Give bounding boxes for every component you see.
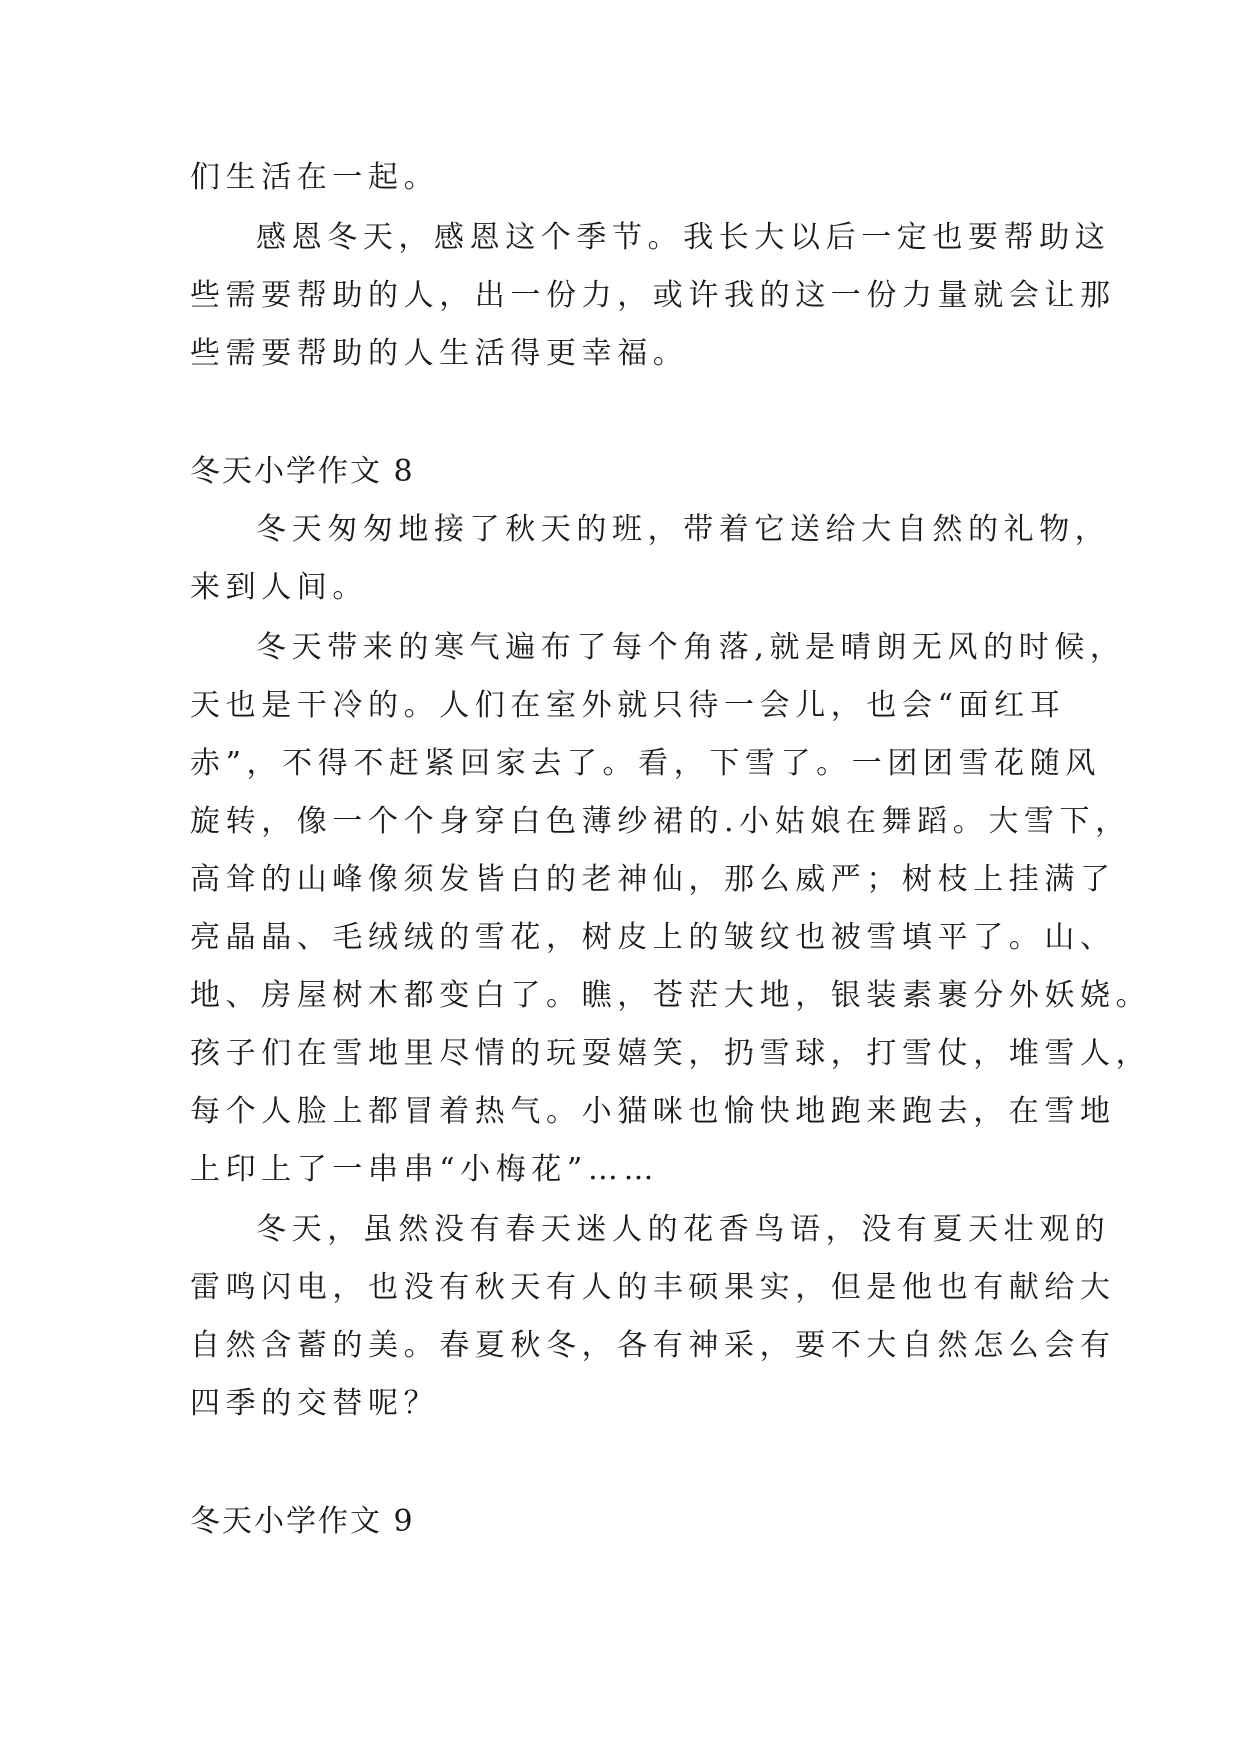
paragraph-line: 冬天，虽然没有春天迷人的花香鸟语，没有夏天壮观的 (256, 1212, 1111, 1247)
paragraph-line: 旋转，像一个个身穿白色薄纱裙的.小姑娘在舞蹈。大雪下， (190, 804, 1131, 839)
section-heading: 冬天小学作文 9 (190, 1504, 415, 1539)
paragraph-line: 雷鸣闪电，也没有秋天有人的丰硕果实，但是他也有献给大 (190, 1270, 1116, 1305)
paragraph-line: 每个人脸上都冒着热气。小猫咪也愉快地跑来跑去，在雪地 (190, 1094, 1116, 1129)
paragraph-line: 些需要帮助的人，出一份力，或许我的这一份力量就会让那 (190, 278, 1116, 313)
paragraph-line: 们生活在一起。 (190, 160, 440, 195)
paragraph-line: 些需要帮助的人生活得更幸福。 (190, 336, 689, 371)
paragraph-line: 天也是干冷的。人们在室外就只待一会儿，也会“面红耳 (190, 688, 1066, 723)
paragraph-line: 孩子们在雪地里尽情的玩耍嬉笑，扔雪球，打雪仗，堆雪人， (190, 1036, 1152, 1071)
paragraph-line: 上印上了一串串“小梅花”…… (190, 1152, 660, 1187)
paragraph-line: 四季的交替呢？ (190, 1386, 440, 1421)
paragraph-line: 赤”，不得不赶紧回家去了。看，下雪了。一团团雪花随风 (190, 746, 1101, 781)
section-heading: 冬天小学作文 8 (190, 454, 415, 489)
paragraph-line: 地、房屋树木都变白了。瞧，苍茫大地，银装素裹分外妖娆。 (190, 978, 1152, 1013)
paragraph-line: 亮晶晶、毛绒绒的雪花，树皮上的皱纹也被雪填平了。山、 (190, 920, 1116, 955)
paragraph-line: 冬天带来的寒气遍布了每个角落,就是晴朗无风的时候， (256, 630, 1126, 665)
paragraph-line: 来到人间。 (190, 570, 368, 605)
paragraph-line: 冬天匆匆地接了秋天的班，带着它送给大自然的礼物， (256, 512, 1111, 547)
paragraph-line: 感恩冬天，感恩这个季节。我长大以后一定也要帮助这 (256, 220, 1111, 255)
paragraph-line: 高耸的山峰像须发皆白的老神仙，那么威严；树枝上挂满了 (190, 862, 1116, 897)
paragraph-line: 自然含蓄的美。春夏秋冬，各有神采，要不大自然怎么会有 (190, 1328, 1116, 1363)
